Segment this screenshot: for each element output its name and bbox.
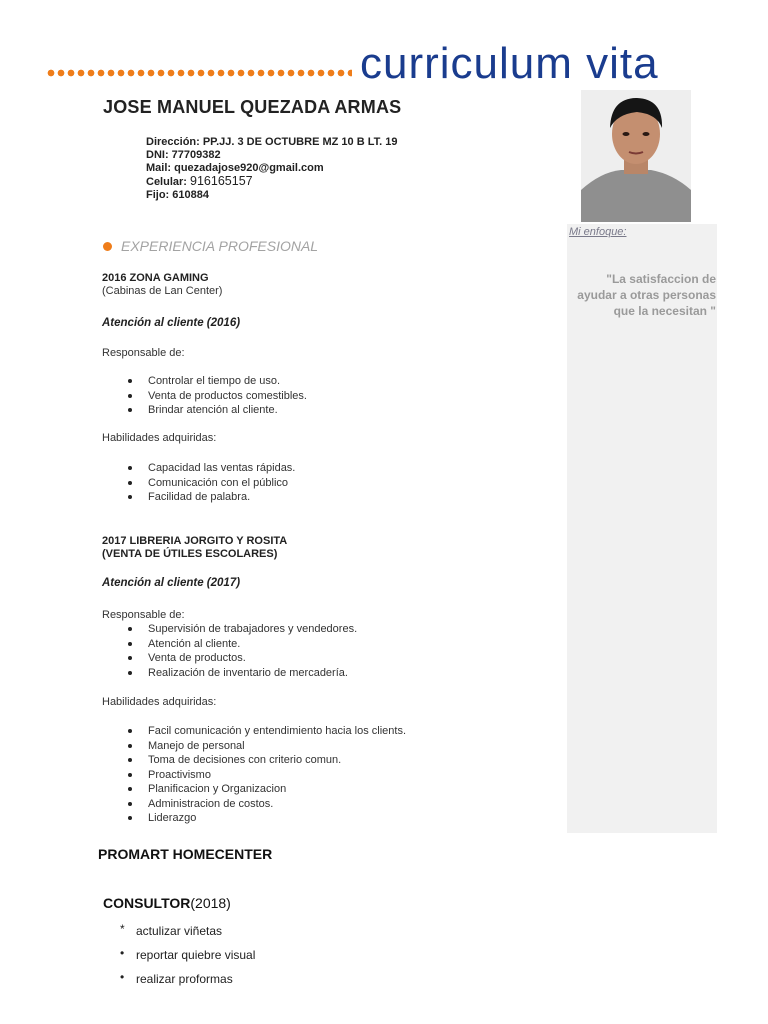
section-title: EXPERIENCIA PROFESIONAL	[121, 238, 319, 254]
task-text: realizar proformas	[136, 972, 233, 986]
list-item: Planificacion y Organizacion	[102, 782, 406, 797]
skills-list	[102, 724, 406, 826]
contact-block	[146, 136, 397, 202]
responsibilities-label: Responsable de:	[102, 609, 185, 621]
focus-quote: "La satisfaccion de ayudar a otras personas que la necesitan "	[577, 272, 716, 318]
profile-photo	[581, 90, 691, 222]
role-year: (2018)	[190, 895, 231, 911]
list-item: Capacidad las ventas rápidas.	[102, 461, 295, 476]
section-header-experience	[103, 238, 318, 254]
responsibilities-label: Responsable de:	[102, 347, 185, 359]
cellphone-value: 916165157	[190, 174, 253, 188]
skills-label: Habilidades adquiridas:	[102, 432, 217, 444]
list-item: Brindar atención al cliente.	[102, 403, 307, 418]
job-title: 2017 LIBRERIA JORGITO Y ROSITA	[102, 535, 288, 547]
list-item: Facilidad de palabra.	[102, 490, 295, 505]
header-dotted-line	[46, 64, 352, 82]
responsibilities-list	[102, 622, 357, 680]
cellphone-label: Celular:	[146, 176, 187, 188]
list-item: Venta de productos.	[102, 651, 357, 666]
document-title: curriculum vita	[360, 39, 659, 88]
job-role-consultant	[103, 895, 231, 911]
job-role: Atención al cliente (2017)	[102, 577, 241, 589]
list-item: Supervisión de trabajadores y vendedores.	[102, 622, 357, 637]
job-role: Atención al cliente (2016)	[102, 317, 241, 329]
list-item: Controlar el tiempo de uso.	[102, 374, 307, 389]
email: Mail: quezadajose920@gmail.com	[146, 162, 324, 174]
job-subtitle: (VENTA DE ÚTILES ESCOLARES)	[102, 548, 278, 560]
list-item: Comunicación con el público	[102, 476, 295, 491]
person-name: JOSE MANUEL QUEZADA ARMAS	[103, 97, 402, 117]
task-marker: •	[120, 970, 125, 984]
list-item: Facil comunicación y entendimiento hacia los clients.	[102, 724, 406, 739]
task-marker: •	[120, 946, 125, 960]
list-item	[112, 971, 255, 995]
section-bullet-icon	[103, 242, 112, 251]
task-marker: *	[120, 922, 125, 936]
list-item	[112, 923, 255, 947]
list-item: Venta de productos comestibles.	[102, 389, 307, 404]
job-subtitle: (Cabinas de Lan Center)	[102, 285, 223, 297]
company-name: PROMART HOMECENTER	[98, 846, 273, 862]
job-title: 2016 ZONA GAMING	[102, 272, 209, 284]
list-item: Realización de inventario de mercadería.	[102, 666, 357, 681]
list-item: Proactivismo	[102, 768, 406, 783]
task-text: actulizar viñetas	[136, 924, 223, 938]
skills-label: Habilidades adquiridas:	[102, 696, 217, 708]
job-1	[102, 272, 222, 298]
cellphone	[146, 175, 397, 189]
skills-list	[102, 461, 295, 505]
list-item: Toma de decisiones con criterio comun.	[102, 753, 406, 768]
list-item: Atención al cliente.	[102, 637, 357, 652]
landline: Fijo: 610884	[146, 189, 209, 201]
focus-label: Mi enfoque:	[569, 226, 627, 238]
responsibilities-list	[102, 374, 307, 418]
dni: DNI: 77709382	[146, 149, 221, 161]
role-name: CONSULTOR	[103, 895, 191, 911]
list-item: Administracion de costos.	[102, 797, 406, 812]
consultant-task-list	[112, 923, 255, 995]
list-item	[112, 947, 255, 971]
job-2	[102, 535, 287, 561]
list-item: Manejo de personal	[102, 739, 406, 754]
task-text: reportar quiebre visual	[136, 948, 256, 962]
list-item: Liderazgo	[102, 811, 406, 826]
address: Dirección: PP.JJ. 3 DE OCTUBRE MZ 10 B LT. 19	[146, 136, 398, 148]
